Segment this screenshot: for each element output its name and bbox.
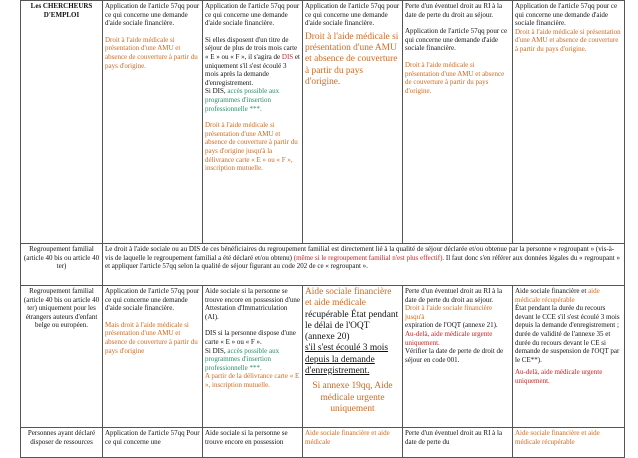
cell	[203, 428, 303, 458]
cell-text: Application de l'article 57qq pour ce qui concerne une demande d'aide sociale financière.	[305, 2, 400, 28]
merged-cell	[103, 244, 625, 286]
insertion-text: accès possible aux programmes d'insertion professionnelle ***.	[205, 346, 280, 372]
cell-text-medical: Mais droit à l'aide médicale si présentation d'une AMU et absence de couverture à partir du pays d'origine	[105, 320, 198, 355]
cell	[403, 286, 513, 428]
cell-text-red: Au-delà, aide médicale urgente uniquement.	[405, 329, 493, 347]
cell-text-part: Il faut donc s'en référer aux données légales du « regroupant » et appliquer l'article 57qq selon la qualité de séjour figurant au code 202 de ce « regroupant ».	[105, 253, 620, 271]
cell-text: DIS si la personne dispose d'une carte « E » ou « F ».	[205, 329, 296, 346]
cell-text	[515, 287, 622, 304]
cell-text-medical: Droit à l'aide médicale si présentation d'une AMU et absence de couverture à partir du pays d'origine.	[515, 27, 621, 53]
cell	[513, 286, 625, 428]
cell-text-medical: Aide sociale financière et aide médicale récupérable	[515, 429, 600, 446]
cell-text-medical: Droit à l'aide médicale si présentation d'une AMU et absence de couverture à partir du pays d'origine.	[305, 31, 399, 87]
table-row-resources	[21, 428, 625, 458]
insertion-text: accès possible aux programmes d'insertion professionnelle ***.	[205, 87, 280, 113]
cell	[103, 286, 203, 428]
cell-text-part: Si elles disposent d'un titre de séjour de plus de trois mois carte « E » ou « F », il s'agira de	[205, 35, 298, 61]
row-label: Les CHERCHEURS D'EMPLOI	[30, 2, 93, 19]
cell-text: s'il s'est écoulé 3 mois depuis la demande d'enregistrement.	[305, 343, 389, 377]
cell-text: État pendant la durée du recours devant le CCE s'il s'est écoulé 3 mois depuis la demande d'enregistrement ; durée de validité de l'annexe 35 et durée du recours devant le CE si demande de suspension de l'OQT par le CE**).	[515, 304, 620, 364]
cell-text: récupérable État pendant le délai de l'OQT (annexe 20)	[305, 309, 399, 343]
cell	[513, 1, 625, 244]
cell	[303, 1, 403, 244]
cell-text: Application de l'article 57qq pour ce qui concerne une demande d'aide sociale financière.	[105, 287, 200, 313]
cell-text-medical: aide médicale récupérable	[515, 287, 600, 304]
cell-text-part: Si DIS,	[205, 346, 226, 355]
row-header-belgian-child	[21, 286, 103, 428]
cell-text-medical: Droit à l'aide sociale financière jusqu'à	[405, 304, 493, 321]
cell-text-part: Si DIS,	[205, 87, 226, 96]
cell-text: Application de l'article 57qq pour ce qui concerne une demande d'aide sociale financière.	[405, 27, 508, 53]
cell-text: Perte d'un éventuel droit au RI à la date de perte du droit au séjour.	[405, 2, 503, 19]
cell-text	[205, 87, 300, 113]
cell-text: Perte d'un éventuel droit au RI à la date de perte du	[405, 429, 503, 446]
row-header-resources	[21, 428, 103, 458]
cell-text-medical: Droit à l'aide médicale si présentation d'une AMU et absence de couverture à partir du pays d'origine.	[105, 35, 198, 70]
row-label: Regroupement familial (article 40 bis ou article 40 ter)	[23, 245, 100, 271]
cell-text	[205, 347, 300, 373]
cell-text: Application de l'article 57qq pour ce qui concerne une demande d'aide sociale financière.	[205, 2, 300, 28]
cell-text-part: Aide sociale financière et	[515, 287, 587, 295]
cell-text-medical: Droit à l'aide médicale si présentation d'une AMU et absence de couverture à partir du pays d'origine jusqu'à la délivrance carte « E » ou « F », inscription mutuelle.	[205, 121, 298, 173]
cell-text: Vérifier la date de perte de droit de séjour en code 001.	[405, 347, 504, 364]
cell-text: Perte d'un éventuel droit au RI à la date de perte du droit au séjour.	[405, 287, 503, 304]
cell	[403, 1, 513, 244]
cell	[103, 1, 203, 244]
dis-text: DIS	[281, 52, 294, 61]
row-header-family-reunification	[21, 244, 103, 286]
row-label: Regroupement familial (article 40 bis ou article 40 ter) uniquement pour les étrangers auteurs d'enfant belge ou européen.	[23, 287, 100, 330]
legal-table	[20, 0, 625, 458]
table-row-family-reunification	[21, 244, 625, 286]
cell	[303, 286, 403, 428]
row-label: Personnes ayant déclaré disposer de ressources	[27, 429, 96, 446]
cell	[203, 286, 303, 428]
cell-text-part: Le droit à l'aide sociale ou au DIS de ces bénéficiaires du regroupement familial est directement lié à la qualité de séjour déclarée et/ou obtenue par la personne « regroupant » (vis-à-vis de laquelle le regroupement familial a été déclaré et/ou obtenu)	[105, 245, 615, 262]
table-row-belgian-child	[21, 286, 625, 428]
cell-text-medical: Aide sociale financière et aide médicale	[305, 429, 390, 446]
cell-text: Aide sociale si la personne se trouve encore en possession d'une Attestation d'Immatriculation (AI).	[205, 287, 300, 321]
cell	[513, 428, 625, 458]
cell-text-red: Au-delà, aide médicale urgente uniquement.	[515, 368, 603, 385]
row-header-job-seekers	[21, 1, 103, 244]
cell	[203, 1, 303, 244]
cell-text-part: et uniquement s'il s'est écoulé 3 mois après la demande d'enregistrement.	[205, 52, 300, 87]
cell-text-medical: Aide sociale financière et aide médicale	[305, 287, 392, 309]
cell	[403, 428, 513, 458]
table-row-job-seekers	[21, 1, 625, 244]
cell-text: Application de l'article 57qq pour ce qui concerne une demande d'aide sociale financière.	[515, 2, 618, 28]
cell-text-medical: A partir de la délivrance carte « E », inscription mutuelle.	[205, 372, 300, 389]
cell-text-medical: Si annexe 19qq, Aide médicale urgente uniquement	[312, 381, 393, 414]
cell-text: Aide sociale si la personne se trouve encore en possession	[205, 429, 288, 446]
cell-text: Application de l'article 57qq Pour ce qui concerne une	[105, 429, 200, 446]
cell-text-medical: Droit à l'aide médicale si présentation d'une AMU et absence de couverture à partir du pays d'origine.	[405, 60, 505, 95]
cell-text-red: (même si le regroupement familial n'est plus effectif).	[293, 253, 445, 262]
cell-text: Application de l'article 57qq pour ce qui concerne une demande d'aide sociale financière.	[105, 2, 200, 28]
cell-text: expiration de l'OQT (annexe 21).	[405, 321, 498, 330]
cell	[303, 428, 403, 458]
cell-text	[205, 36, 300, 88]
cell	[103, 428, 203, 458]
